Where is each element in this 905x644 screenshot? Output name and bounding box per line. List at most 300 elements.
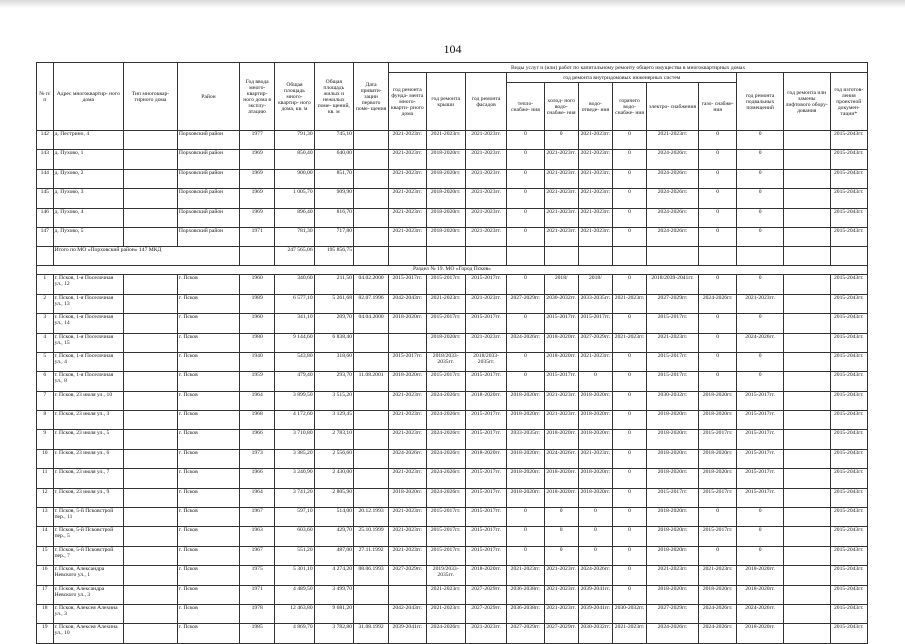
cell-c: 2021-2023гг. [544, 391, 578, 410]
cell-c: 2018-2020гг. [544, 430, 578, 449]
cell-h: 2027-2029гг. [507, 294, 544, 313]
cell-h: 2033-2035гг. [507, 430, 544, 449]
cell-dist: г. Псков [177, 527, 239, 546]
cell-l [783, 604, 830, 623]
cell-h: 0 [507, 208, 544, 227]
cell-b: 0 [737, 546, 784, 565]
header-elec: электро- снабжения [647, 83, 699, 131]
cell-addr: г. Псков, 1-я Поселочная ул., 14 [53, 314, 123, 333]
cell-dist: г. Псков [177, 372, 239, 391]
cell-dist: г. Псков [177, 275, 239, 294]
table-row [37, 391, 868, 410]
cell-roof: 2021-2023гг. [426, 131, 465, 150]
cell-addr: г. Псков, Александра Невского ул., 3 [53, 585, 123, 604]
cell-roof: 2018-2020гг. [426, 333, 465, 352]
cell-dist: г. Псков [177, 508, 239, 527]
header-roof: год ремонта крыши [426, 73, 465, 131]
cell-pd [353, 352, 388, 371]
cell-type [124, 352, 178, 371]
cell-g: 2018-2020гг. [698, 585, 736, 604]
cell-s: 2015-2017гг. [578, 314, 612, 333]
cell-e: 2027-2029гг. [647, 294, 699, 313]
cell-ta: 850,40 [275, 150, 314, 169]
cell-fac: 2015-2017гг. [465, 488, 506, 507]
cell-p: 2015-2043гг. [830, 333, 867, 352]
cell-g: 0 [698, 227, 736, 246]
cell-s: 2021-2023гг. [578, 169, 612, 188]
cell-c: 2015-2017гг. [544, 372, 578, 391]
cell-pd: 04.02.2000 [353, 275, 388, 294]
cell-ta: 3 240,90 [275, 469, 314, 488]
header-facade: год ремонта фасадов [465, 73, 506, 131]
cell-addr: г. Псков, Александра Невского ул., 1 [53, 566, 123, 585]
cell-fac: 2021-2023гг. [465, 150, 506, 169]
header-num: № п/п [37, 63, 54, 131]
cell-h: 2018-2020гг. [507, 488, 544, 507]
cell-n: 15 [37, 546, 54, 565]
cell-n: 146 [37, 208, 54, 227]
cell-g: 0 [698, 169, 736, 188]
cell-hw: 0 [612, 411, 646, 430]
cell-f: 2021-2023гг. [389, 469, 426, 488]
cell-g: 0 [698, 275, 736, 294]
cell-h: 0 [507, 189, 544, 208]
cell-g: 2024-2026гг. [698, 624, 736, 643]
cell-pd [353, 411, 388, 430]
cell-ta: 9 144,60 [275, 333, 314, 352]
cell-e: 2021-2023гг. [647, 333, 699, 352]
cell-y: 1960 [240, 275, 275, 294]
cell-b: 2024-2026гг. [737, 333, 784, 352]
cell-ra: 6 838,40 [314, 333, 353, 352]
cell-g: 2024-2026гг. [698, 604, 736, 623]
cell-pd: 27.11.1992 [353, 546, 388, 565]
cell-addr: г. Псков, 23 июля ул., 10 [53, 391, 123, 410]
cell-addr: г. Псков, 23 июля ул., 5 [53, 430, 123, 449]
cell-addr: г. Псков, 5-й Псковстрой пер., 11 [53, 508, 123, 527]
cell-s: 0 [578, 546, 612, 565]
cell-ta: 791,30 [275, 131, 314, 150]
cell-c: 2015-2017гг. [544, 314, 578, 333]
cell-ta: 551,20 [275, 546, 314, 565]
cell-n: 1 [37, 275, 54, 294]
cell-type [124, 150, 178, 169]
cell-p: 2015-2043гг. [830, 208, 867, 227]
cell-g: 0 [698, 508, 736, 527]
cell-p: 2015-2043гг. [830, 469, 867, 488]
cell-n: 13 [37, 508, 54, 527]
cell-hw: 0 [612, 314, 646, 333]
cell-n: 10 [37, 449, 54, 468]
cell-ra: 211,50 [314, 275, 353, 294]
header-priv-date: Дата привати- зации первого поме- щения [353, 63, 388, 131]
cell-e: 2024-2026гг. [647, 169, 699, 188]
cell-pd [353, 189, 388, 208]
cell-h: 0 [507, 314, 544, 333]
cell-e: 2018-2020гг. [647, 508, 699, 527]
cell-n: 147 [37, 227, 54, 246]
cell-c: 2021-2023гг. [544, 150, 578, 169]
cell-g: 0 [698, 208, 736, 227]
cell-y: 1967 [240, 508, 275, 527]
cell-p: 2015-2043гг. [830, 411, 867, 430]
cell-y: 1966 [240, 469, 275, 488]
cell-hw: 0 [612, 566, 646, 585]
cell-dist: г. Псков [177, 411, 239, 430]
cell-f: 2042-2043гг. [389, 604, 426, 623]
cell-n: 17 [37, 585, 54, 604]
cell-ra: 318,60 [314, 352, 353, 371]
cell-pd [353, 604, 388, 623]
cell-fac: 2021-2023гг. [465, 624, 506, 643]
cell-ra: 429,70 [314, 527, 353, 546]
cell-f: 2018-2020гг. [389, 372, 426, 391]
cell-l [783, 208, 830, 227]
cell-ra: 816,70 [314, 208, 353, 227]
cell-ra: 5 261,68 [314, 294, 353, 313]
cell-s: 2021-2023гг. [578, 208, 612, 227]
cell-pd [353, 169, 388, 188]
cell-l [783, 469, 830, 488]
cell-c: 2018-2020гг. [544, 352, 578, 371]
cell-y: 1968 [240, 411, 275, 430]
cell-f: 2018-2020гг. [389, 488, 426, 507]
cell-b: 0 [737, 131, 784, 150]
table-body-porkhov [37, 131, 868, 247]
cell-ta: 3 710,80 [275, 430, 314, 449]
cell-e: 2018/2039-2041гг. [647, 275, 699, 294]
header-type: Тип многоквар- тирного дома [124, 63, 178, 131]
cell-g: 2018-2020гг. [698, 469, 736, 488]
cell-h: 0 [507, 275, 544, 294]
cell-b: 0 [737, 208, 784, 227]
cell-ra: 2 430,00 [314, 469, 353, 488]
cell-c: 2027-2029гг. [544, 624, 578, 643]
cell-p: 2015-2043гг. [830, 508, 867, 527]
cell-ta: 479,40 [275, 372, 314, 391]
cell-roof: 2024-2026гг. [426, 430, 465, 449]
cell-c: 2021-2023гг. [544, 227, 578, 246]
cell-ra: 640,00 [314, 150, 353, 169]
cell-ta: 1 005,70 [275, 189, 314, 208]
cell-addr: г. Псков, 23 июля ул., 3 [53, 411, 123, 430]
cell-p: 2015-2043гг. [830, 352, 867, 371]
cell-f: 2021-2023гг. [389, 208, 426, 227]
cell-b: 2024-2026гг. [737, 604, 784, 623]
cell-roof: 2018-2020гг. [426, 169, 465, 188]
cell-hw: 2030-2032гг. [612, 604, 646, 623]
cell-hw: 0 [612, 189, 646, 208]
cell-ta: 597,10 [275, 508, 314, 527]
cell-e: 2018-2020гг. [647, 469, 699, 488]
cell-dist: г. Псков [177, 604, 239, 623]
cell-type [124, 469, 178, 488]
cell-f: 2021-2023гг. [389, 508, 426, 527]
cell-pd: 08.06.1993 [353, 566, 388, 585]
cell-type [124, 294, 178, 313]
header-hot: горячего водо- снабже- ния [612, 83, 646, 131]
page-number: 104 [443, 42, 462, 56]
cell-dist: г. Псков [177, 449, 239, 468]
cell-l [783, 352, 830, 371]
cell-pd [353, 150, 388, 169]
cell-fac: 2015-2017гг. [465, 469, 506, 488]
cell-addr: г. Псков, Алексея Алехина ул., 10 [53, 624, 123, 643]
cell-addr: г. Псков, 23 июля ул., 6 [53, 449, 123, 468]
cell-f: 2021-2023гг. [389, 131, 426, 150]
cell-l [783, 508, 830, 527]
cell-hw: 0 [612, 208, 646, 227]
cell-p: 2015-2043гг. [830, 275, 867, 294]
cell-p: 2015-2043гг. [830, 391, 867, 410]
cell-hw: 0 [612, 372, 646, 391]
cell-hw: 0 [612, 352, 646, 371]
cell-ta: 341,10 [275, 314, 314, 333]
cell-y: 1969 [240, 189, 275, 208]
cell-dist: г. Псков [177, 314, 239, 333]
cell-n: 14 [37, 527, 54, 546]
cell-ta: 543,80 [275, 352, 314, 371]
cell-f: 2021-2023гг. [389, 391, 426, 410]
cell-roof: 2024-2026гг. [426, 488, 465, 507]
cell-p: 2015-2043гг. [830, 227, 867, 246]
cell-ra: 909,90 [314, 189, 353, 208]
cell-hw: 0 [612, 469, 646, 488]
cell-f: 2021-2023гг. [389, 189, 426, 208]
cell-addr: д. Пестрино, 4 [53, 131, 123, 150]
cell-ra: 745,10 [314, 131, 353, 150]
cell-ta: 4 869,70 [275, 624, 314, 643]
cell-e: 2018-2020гг. [647, 449, 699, 468]
cell-h: 2018-2020гг. [507, 469, 544, 488]
cell-hw: 2021-2023гг. [612, 624, 646, 643]
cell-l [783, 333, 830, 352]
cell-addr: г. Псков, 1-я Поселочная ул., 8 [53, 372, 123, 391]
cell-c: 2021-2023гг. [544, 566, 578, 585]
cell-g: 2015-2017гг. [698, 527, 736, 546]
cell-roof: 2021-2023гг. [426, 604, 465, 623]
header-group: Виды услуг и (или) работ по капитальному ремонту общего имущества в многоквартирных домах [389, 63, 868, 73]
cell-l [783, 189, 830, 208]
cell-n: 4 [37, 333, 54, 352]
cell-f: 2021-2023гг. [389, 546, 426, 565]
cell-dist: Порховский район [177, 131, 239, 150]
cell-fac: 2018/2033-2035гг. [465, 352, 506, 371]
cell-n: 145 [37, 189, 54, 208]
cell-b: 2015-2017гг. [737, 411, 784, 430]
cell-roof: 2024-2026гг. [426, 449, 465, 468]
cell-fac: 2015-2017гг. [465, 372, 506, 391]
header-cold: холод- ного водо- снабже- ния [544, 83, 578, 131]
cell-y: 1969 [240, 150, 275, 169]
cell-addr: г. Псков, 1-я Поселочная ул., 12 [53, 275, 123, 294]
cell-dist: Порховский район [177, 169, 239, 188]
cell-fac: 2015-2017гг. [465, 430, 506, 449]
cell-b: 2015-2017гг. [737, 449, 784, 468]
cell-y: 1980 [240, 333, 275, 352]
cell-y: 1989 [240, 294, 275, 313]
cell-pd: 20.12.1993 [353, 508, 388, 527]
cell-s: 2024-2026гг. [578, 566, 612, 585]
cell-n: 2 [37, 294, 54, 313]
cell-addr: г. Псков, 1-я Поселочная ул., 4 [53, 352, 123, 371]
cell-y: 1960 [240, 314, 275, 333]
cell-hw: 0 [612, 150, 646, 169]
table-row [37, 314, 868, 333]
cell-dist: Порховский район [177, 189, 239, 208]
cell-ta: 4 489,50 [275, 585, 314, 604]
cell-type [124, 624, 178, 643]
cell-fac: 2018-2020гг. [465, 391, 506, 410]
cell-g: 0 [698, 314, 736, 333]
cell-ra: 487,00 [314, 546, 353, 565]
scan-edge-shadow [0, 0, 905, 8]
cell-e: 2024-2026гг. [647, 189, 699, 208]
header-eng-group: год ремонта внутридомовых инженерных систем [507, 73, 737, 83]
cell-s: 2021-2023гг. [578, 227, 612, 246]
table-row [37, 372, 868, 391]
cell-type [124, 169, 178, 188]
cell-l [783, 430, 830, 449]
cell-s: 2018/ [578, 275, 612, 294]
table-row [37, 488, 868, 507]
cell-c: 0 [544, 546, 578, 565]
cell-p: 2015-2043гг. [830, 314, 867, 333]
cell-h: 0 [507, 372, 544, 391]
cell-s: 2021-2023гг. [578, 150, 612, 169]
cell-hw: 0 [612, 131, 646, 150]
cell-ta: 603,60 [275, 527, 314, 546]
cell-f: 2024-2026гг. [389, 449, 426, 468]
cell-addr: г. Псков, 1-я Поселочная ул., 13 [53, 294, 123, 313]
cell-f [389, 585, 426, 604]
cell-ta: 900,00 [275, 169, 314, 188]
cell-c: 2018-2020гг. [544, 469, 578, 488]
cell-g: 2018-2020гг. [698, 411, 736, 430]
cell-s: 2018-2020гг. [578, 469, 612, 488]
cell-h: 2036-2038гг. [507, 604, 544, 623]
cell-addr: г. Псков, Алексея Алехина ул., 3 [53, 604, 123, 623]
cell-dist: г. Псков [177, 585, 239, 604]
cell-b: 2021-2023гг. [737, 294, 784, 313]
cell-f: 2027-2029гг. [389, 566, 426, 585]
cell-type [124, 411, 178, 430]
cell-l [783, 275, 830, 294]
cell-y: 1975 [240, 566, 275, 585]
cell-e: 2018-2020гг. [647, 411, 699, 430]
cell-ra: 3 129,45 [314, 411, 353, 430]
cell-s: 2018-2020гг. [578, 391, 612, 410]
cell-b: 0 [737, 508, 784, 527]
cell-b: 2018-2020гг. [737, 566, 784, 585]
cell-l [783, 488, 830, 507]
cell-e: 2015-2017гг. [647, 372, 699, 391]
cell-l [783, 411, 830, 430]
cell-b: 2015-2017гг. [737, 391, 784, 410]
cell-fac: 2021-2023гг. [465, 208, 506, 227]
cell-h: 2024-2026гг. [507, 333, 544, 352]
cell-l [783, 294, 830, 313]
cell-g: 2024-2026гг. [698, 294, 736, 313]
cell-e: 2021-2023гг. [647, 566, 699, 585]
cell-type [124, 227, 178, 246]
cell-g: 0 [698, 131, 736, 150]
cell-n: 16 [37, 566, 54, 585]
cell-fac: 2015-2017гг. [465, 508, 506, 527]
table-row [37, 275, 868, 294]
cell-n: 11 [37, 469, 54, 488]
cell-p: 2015-2043гг. [830, 566, 867, 585]
cell-y: 1959 [240, 372, 275, 391]
cell-type [124, 391, 178, 410]
cell-e: 2030-2032гг. [647, 391, 699, 410]
table-row [37, 469, 868, 488]
cell-fac: 2018-2020гг. [465, 566, 506, 585]
cell-n: 142 [37, 131, 54, 150]
cell-dist: г. Псков [177, 624, 239, 643]
cell-pd [353, 333, 388, 352]
cell-ra: 514,00 [314, 508, 353, 527]
cell-roof: 2021-2023гг. [426, 585, 465, 604]
cell-c: 2021-2023гг. [544, 169, 578, 188]
cell-f: 2018-2020гг. [389, 314, 426, 333]
cell-dist: Порховский район [177, 208, 239, 227]
cell-g: 0 [698, 352, 736, 371]
cell-ta: 12 463,80 [275, 604, 314, 623]
cell-l [783, 391, 830, 410]
cell-f: 2021-2023гг. [389, 430, 426, 449]
total-area: 247 565,06 [275, 247, 314, 266]
cell-dist: г. Псков [177, 430, 239, 449]
table-row [37, 227, 868, 246]
cell-f: 2021-2023гг. [389, 527, 426, 546]
cell-ta: 4 172,60 [275, 411, 314, 430]
cell-ta: 781,30 [275, 227, 314, 246]
cell-c: 2030-2032гг. [544, 294, 578, 313]
cell-roof: 2019/2033-2035гг. [426, 566, 465, 585]
cell-g: 2021-2023гг. [698, 566, 736, 585]
cell-hw: 0 [612, 546, 646, 565]
cell-type [124, 208, 178, 227]
cell-l [783, 527, 830, 546]
cell-h: 2018-2020гг. [507, 411, 544, 430]
cell-fac: 2015-2017гг. [465, 546, 506, 565]
cell-fac: 2027-2029гг. [465, 585, 506, 604]
cell-e: 2015-2017гг. [647, 352, 699, 371]
cell-b: 0 [737, 227, 784, 246]
cell-pd [353, 488, 388, 507]
cell-l [783, 372, 830, 391]
cell-roof: 2018-2020гг. [426, 189, 465, 208]
cell-dist: г. Псков [177, 566, 239, 585]
cell-n: 3 [37, 314, 54, 333]
cell-type [124, 430, 178, 449]
cell-n: 6 [37, 372, 54, 391]
cell-type [124, 488, 178, 507]
cell-b: 0 [737, 169, 784, 188]
cell-p: 2015-2043гг. [830, 372, 867, 391]
header-sewer: водо- отведе- ния [578, 83, 612, 131]
cell-g: 0 [698, 372, 736, 391]
cell-fac: 2015-2017гг. [465, 527, 506, 546]
cell-dist: г. Псков [177, 352, 239, 371]
cell-l [783, 546, 830, 565]
cell-e: 2024-2026гг. [647, 208, 699, 227]
cell-n: 9 [37, 430, 54, 449]
cell-ra: 2 556,60 [314, 449, 353, 468]
cell-type [124, 566, 178, 585]
table-row [37, 546, 868, 565]
